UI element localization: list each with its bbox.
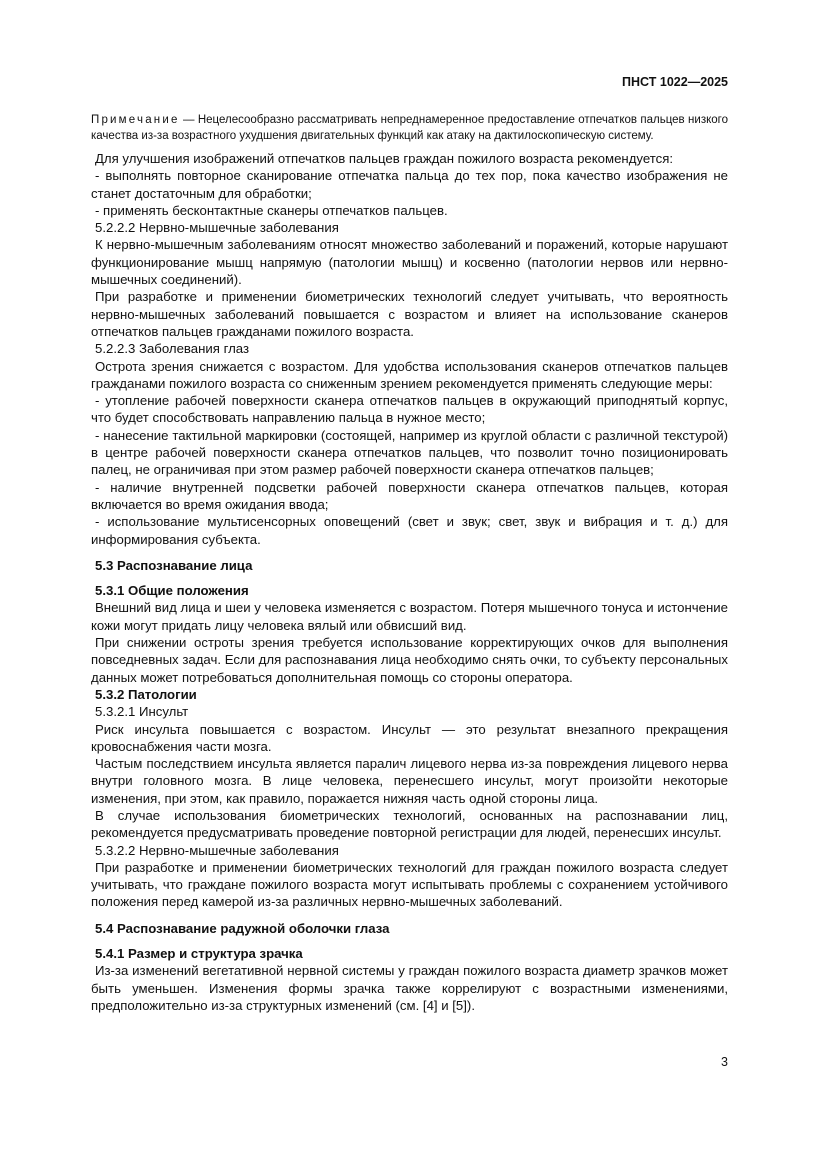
note	[91, 113, 728, 144]
paragraph: При разработке и применении биометрических технологий следует учитывать, что вероятность нервно-мышечных заболеваний повышается с возрастом и влияет на использование сканеров отпечатков пальцев гражданами пожилого возраста.	[91, 289, 728, 339]
page-body	[91, 113, 728, 1014]
paragraph: К нервно-мышечным заболеваниям относят множество заболеваний и поражений, которые нарушают функционирование мышц напрямую (патологии мышц) и косвенно (патологии нервов или нервно-мышечных соединений).	[91, 237, 728, 288]
paragraph: Внешний вид лица и шеи у человека изменяется с возрастом. Потеря мышечного тонуса и истончение кожи могут придать лицу человека вялый или обвисший вид.	[91, 600, 728, 633]
subsection-heading: 5.2.2.3 Заболевания глаз	[95, 341, 250, 357]
list-item: - нанесение тактильной маркировки (состоящей, например из круглой области с различной текстурой) в центре рабочей поверхности сканера отпечатков пальцев, что позволит точно позиционировать палец, не ограничивая при этом размер рабочей поверхности сканера отпечатков пальцев;	[91, 427, 728, 478]
note-text: — Нецелесообразно рассматривать непреднамеренное предоставление отпечатков пальцев низкого качества из-за возрастного ухудшения двигательных функций как атаку на дактилоскопическую систему.	[91, 114, 728, 142]
paragraph: При разработке и применении биометрических технологий для граждан пожилого возраста следует учитывать, что граждане пожилого возраста могут испытывать проблемы с сохранением устойчивого положения перед камерой из-за различных нервно-мышечных заболеваний.	[91, 859, 728, 910]
subsection-heading: 5.4.1 Размер и структура зрачка	[95, 946, 303, 962]
paragraph: Частым последствием инсульта является паралич лицевого нерва из-за повреждения лицевого нерва внутри головного мозга. В лице человека, перенесшего инсульт, могут произойти некоторые изменения, при этом, как правило, поражается нижняя часть одной стороны лица.	[91, 756, 728, 806]
paragraph: В случае использования биометрических технологий, основанных на распознавании лиц, рекомендуется предусматривать проведение повторной регистрации для людей, перенесших инсульт.	[91, 807, 728, 841]
list-item: - применять бесконтактные сканеры отпечатков пальцев.	[95, 202, 448, 218]
page-number: 3	[721, 1055, 728, 1069]
note-label: Примечание	[91, 114, 180, 126]
paragraph: Острота зрения снижается с возрастом. Для удобства использования сканеров отпечатков пальцев гражданами пожилого возраста со сниженным зрением рекомендуется применять следующие меры:	[91, 358, 728, 391]
list-item: - выполнять повторное сканирование отпечатка пальца до тех пор, пока качество изображения не станет достаточным для обработки;	[91, 168, 728, 201]
subsection-heading: 5.3.2.2 Нервно-мышечные заболевания	[95, 842, 339, 858]
paragraph: Из-за изменений вегетативной нервной системы у граждан пожилого возраста диаметр зрачков может быть уменьшен. Изменения формы зрачка также коррелируют с возрастными изменениями, предположительно из-за структурных изменений (см. [4] и [5]).	[91, 963, 728, 1013]
subsection-heading: 5.2.2.2 Нервно-мышечные заболевания	[95, 220, 339, 236]
list-item: - использование мультисенсорных оповещений (свет и звук; свет, звук и вибрация и т. д.) для информирования субъекта.	[91, 514, 728, 547]
paragraph: Для улучшения изображений отпечатков пальцев граждан пожилого возраста рекомендуется:	[95, 151, 674, 166]
list-item: - утопление рабочей поверхности сканера отпечатков пальцев в окружающий приподнятый корпус, что будет способствовать направлению пальца в нужное место;	[91, 393, 728, 426]
subsection-heading: 5.3.2.1 Инсульт	[95, 704, 189, 720]
subsection-heading: 5.3.1 Общие положения	[95, 583, 249, 599]
paragraph: Риск инсульта повышается с возрастом. Инсульт — это результат внезапного прекращения кровоснабжения части мозга.	[91, 721, 728, 754]
subsection-heading: 5.3.2 Патологии	[95, 686, 197, 702]
section-heading: 5.4 Распознавание радужной оболочки глаза	[95, 920, 390, 936]
document-id: ПНСТ 1022—2025	[622, 75, 728, 89]
paragraph: При снижении остроты зрения требуется использование корректирующих очков для выполнения повседневных задач. Если для распознавания лица необходимо снять очки, то субъекту персональных данных может потребоваться дополнительная помощь со стороны оператора.	[91, 635, 728, 685]
list-item: - наличие внутренней подсветки рабочей поверхности сканера отпечатков пальцев, которая включается во время ожидания ввода;	[91, 479, 728, 512]
section-heading: 5.3 Распознавание лица	[95, 557, 253, 573]
